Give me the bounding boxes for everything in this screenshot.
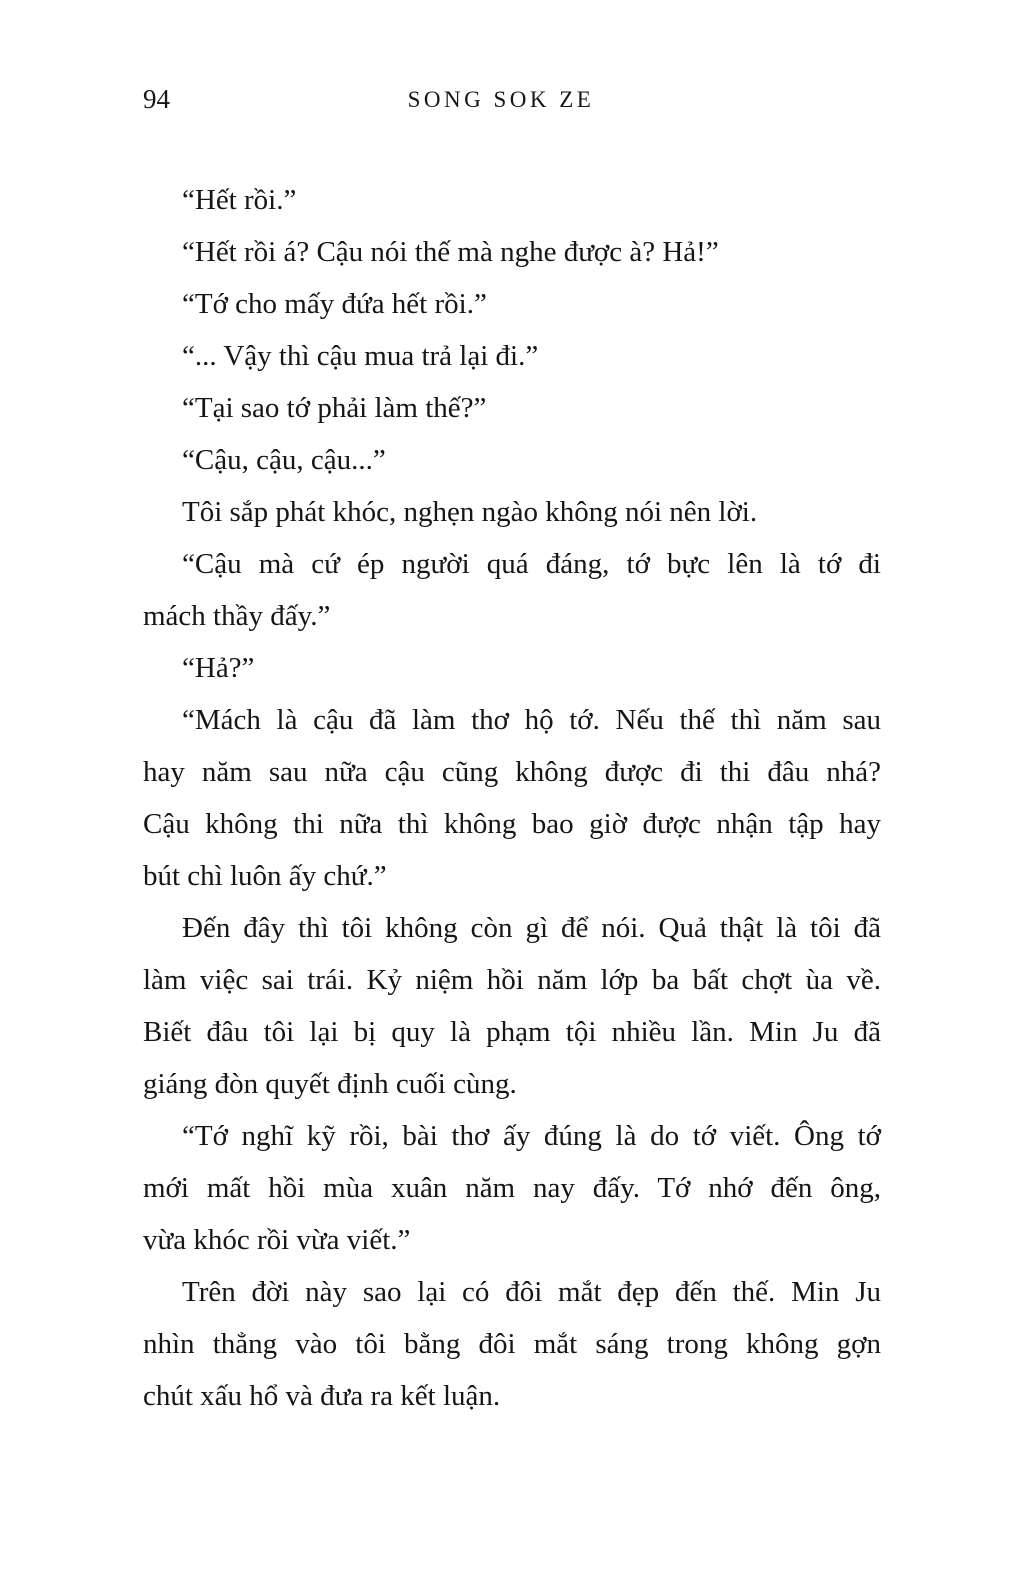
running-title: SONG SOK ZE (407, 87, 595, 112)
paragraph (143, 434, 881, 486)
text-line: nhìn thẳng vào tôi bằng đôi mắt sáng trong không gợn (143, 1328, 881, 1360)
paragraph (143, 278, 881, 330)
text-line: vừa khóc rồi vừa viết.” (143, 1224, 411, 1256)
paragraph (143, 902, 881, 1110)
text-line: mách thầy đấy.” (143, 600, 331, 632)
text-line: “Hết rồi á? Cậu nói thế mà nghe được à? Hả!” (182, 236, 719, 268)
text-line: Biết đâu tôi lại bị quy là phạm tội nhiều lần. Min Ju đã (143, 1016, 881, 1048)
text-line: giáng đòn quyết định cuối cùng. (143, 1068, 517, 1100)
text-line: “Cậu, cậu, cậu...” (182, 444, 386, 476)
text-line: Trên đời này sao lại có đôi mắt đẹp đến thế. Min Ju (182, 1276, 881, 1308)
paragraph (143, 226, 881, 278)
paragraph (143, 330, 881, 382)
text-line: Cậu không thi nữa thì không bao giờ được nhận tập hay (143, 808, 881, 840)
paragraph (143, 486, 881, 538)
running-header (143, 84, 881, 116)
paragraph (143, 1266, 881, 1422)
text-line: “... Vậy thì cậu mua trả lại đi.” (182, 340, 539, 372)
paragraph (143, 538, 881, 642)
text-line: bút chì luôn ấy chứ.” (143, 860, 387, 892)
text-line: “Hả?” (182, 652, 255, 684)
text-line: Đến đây thì tôi không còn gì để nói. Quả thật là tôi đã (182, 912, 881, 944)
text-line: “Cậu mà cứ ép người quá đáng, tớ bực lên là tớ đi (182, 548, 881, 580)
text-line: “Tại sao tớ phải làm thế?” (182, 392, 487, 424)
paragraph (143, 1110, 881, 1266)
text-line: mới mất hồi mùa xuân năm nay đấy. Tớ nhớ đến ông, (143, 1172, 881, 1204)
text-line: hay năm sau nữa cậu cũng không được đi thi đâu nhá? (143, 756, 881, 788)
text-line: “Tớ nghĩ kỹ rồi, bài thơ ấy đúng là do tớ viết. Ông tớ (182, 1120, 881, 1152)
text-line: làm việc sai trái. Kỷ niệm hồi năm lớp ba bất chợt ùa về. (143, 964, 881, 996)
paragraph (143, 174, 881, 226)
text-line: “Hết rồi.” (182, 184, 297, 216)
text-line: chút xấu hổ và đưa ra kết luận. (143, 1380, 501, 1412)
paragraph (143, 694, 881, 902)
text-line: “Mách là cậu đã làm thơ hộ tớ. Nếu thế thì năm sau (182, 704, 881, 736)
paragraph (143, 382, 881, 434)
paragraph (143, 642, 881, 694)
page-number: 94 (143, 84, 170, 114)
text-line: “Tớ cho mấy đứa hết rồi.” (182, 288, 487, 320)
page-text (143, 174, 881, 1422)
text-line: Tôi sắp phát khóc, nghẹn ngào không nói nên lời. (182, 496, 758, 528)
